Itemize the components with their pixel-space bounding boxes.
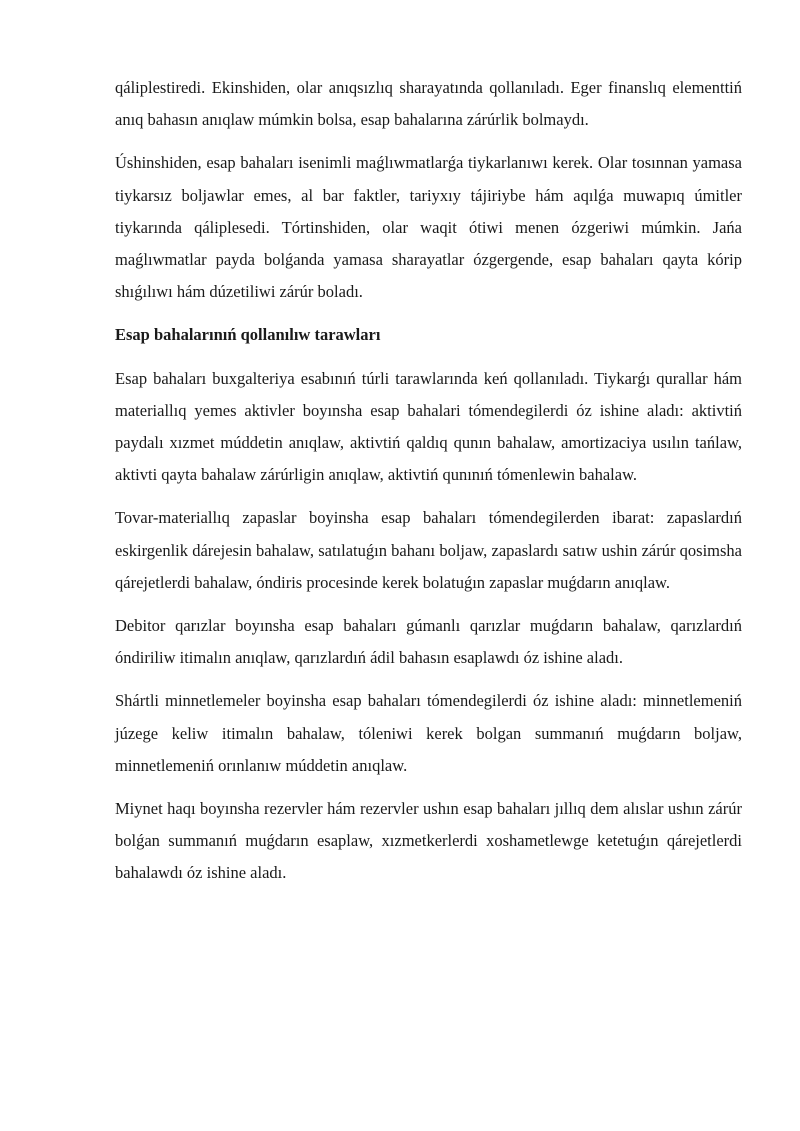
paragraph-inventory: Tovar-materiallıq zapaslar boyinsha esap bahaları tómendegilerden ibarat: zapaslardıń eskirgenlik dárejesin bahalaw, satılatuǵın bahanı boljaw, zapaslardı satıw ushin zárúr qosimsha qárejetlerdi bahalaw, óndiris procesinde kerek bolatuǵın zapaslar muǵdarın anıqlaw.	[115, 508, 742, 592]
document-page	[115, 72, 742, 901]
paragraph-fixed-assets: Esap bahaları buxgalteriya esabınıń túrli tarawlarında keń qollanıladı. Tiykarǵı qurallar hám materiallıq yemes aktivler boyınsha esap bahalari tómendegilerdi óz ishine aladı: aktivtiń paydalı xızmet múddetin anıqlaw, aktivtiń qaldıq qunın bahalaw, amortizaciya usılın tańlaw, aktivti qayta bahalaw zárúrligin anıqlaw, aktivtiń qunınıń tómenlewin bahalaw.	[115, 368, 742, 485]
paragraph-third-fourth-features: Úshinshiden, esap bahaları isenimli maǵlıwmatlarǵa tiykarlanıwı kerek. Olar tosınnan yamasa tiykarsız boljawlar emes, al bar faktler, tariyxıy tájiriybe hám aqılǵa muwapıq úmitler tiykarında qáliplesedi. Tórtinshiden, olar waqit ótiwi menen ózgeriwi múmkin. Jańa maǵlıwmatlar payda bolǵanda yamasa sharayatlar ózgergende, esap bahaları qayta kórip shıǵılıwı hám dúzetiliwi zárúr boladı.	[115, 153, 742, 302]
paragraph-intro-continued: qáliplestiredi. Ekinshiden, olar anıqsızlıq sharayatında qollanıladı. Eger finanslıq elementtiń anıq bahasın anıqlaw múmkin bolsa, esap bahalarına zárúrlik bolmaydı.	[115, 78, 742, 130]
paragraph-contingent-liabilities: Shártli minnetlemeler boyinsha esap bahaları tómendegilerdi óz ishine aladı: minnetlemeniń júzege keliw itimalın bahalaw, tóleniwi kerek bolgan summanıń muǵdarın boljaw, minnetlemeniń orınlanıw múddetin anıqlaw.	[115, 691, 742, 775]
section-heading: Esap bahalarınıń qollanılıw tarawları	[115, 325, 381, 345]
paragraph-receivables: Debitor qarızlar boyınsha esap bahaları gúmanlı qarızlar muǵdarın bahalaw, qarızlardıń óndiriliw itimalın anıqlaw, qarızlardıń ádil bahasın esaplawdı óz ishine aladı.	[115, 616, 742, 668]
paragraph-payroll-reserves: Miynet haqı boyınsha rezervler hám rezervler ushın esap bahaları jıllıq dem alıslar ushın zárúr bolǵan summanıń muǵdarın esaplaw, xızmetkerlerdi xoshametlewge ketetuǵın qárejetlerdi bahalawdı óz ishine aladı.	[115, 799, 742, 883]
